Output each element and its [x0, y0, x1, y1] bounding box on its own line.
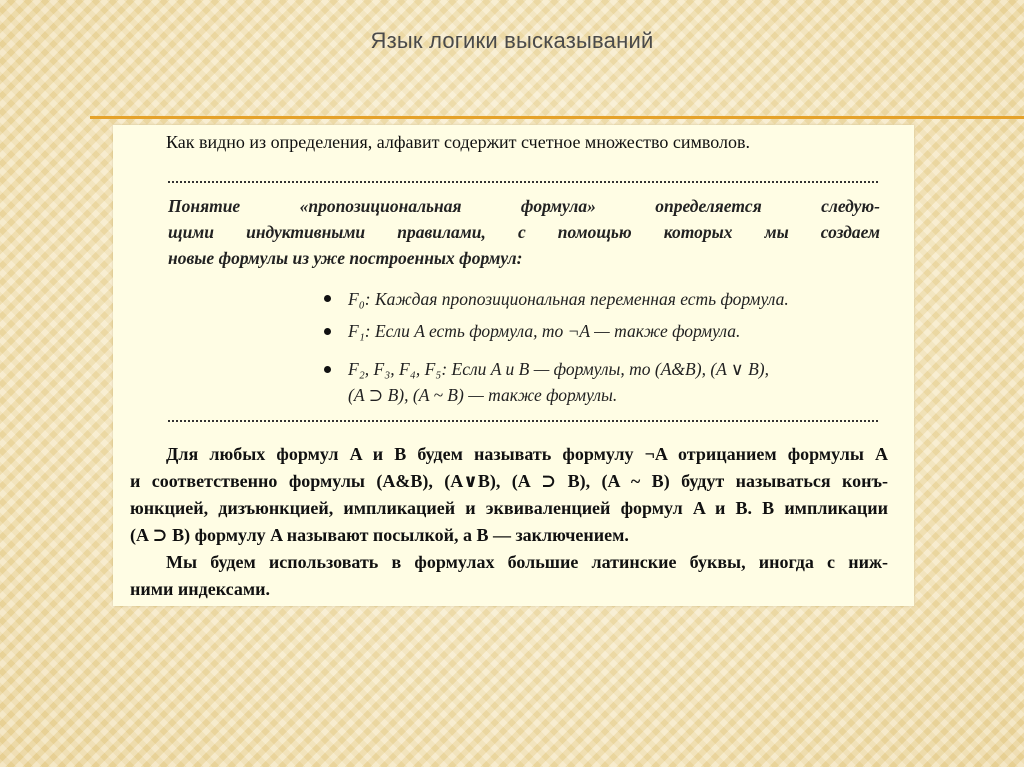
paragraph-line-4: (A ⊃ B) формулу A называют посылкой, а B — заключением.: [130, 525, 629, 545]
bullet-dot-2: [324, 328, 331, 335]
dotted-separator-bottom: [168, 420, 878, 422]
definition-line-3: новые формулы из уже построенных формул:: [168, 248, 523, 268]
dotted-separator-top: [168, 181, 878, 183]
rule-f0: F₀: Каждая пропозициональная переменная есть формула.: [348, 289, 789, 309]
definition-line-2: щими индуктивными правилами, с помощью которых мы создаем: [168, 222, 880, 242]
paragraph-line-1: Для любых формул A и B будем называть формулу ¬A отрицанием формулы A: [166, 444, 888, 464]
bullet-dot-1: [324, 295, 331, 302]
paragraph-line-2: и соответственно формулы (A&B), (A∨B), (A ⊃ B), (A ~ B) будут называться конъ-: [130, 471, 888, 491]
rule-f1: F₁: Если A есть формула, то ¬A — также формула.: [348, 321, 741, 341]
paragraph-line-6: ними индексами.: [130, 579, 270, 599]
slide-title: Язык логики высказываний: [370, 28, 654, 53]
bullet-dot-3: [324, 366, 331, 373]
definition-line-1: Понятие «пропозициональная формула» определяется следую-: [168, 196, 880, 216]
paragraph-line-3: юнкцией, дизъюнкцией, импликацией и эквиваленцией формул A и B. В импликации: [130, 498, 888, 518]
intro-sentence: Как видно из определения, алфавит содержит счетное множество символов.: [166, 132, 751, 152]
paragraph-line-5: Мы будем использовать в формулах большие латинские буквы, иногда с ниж-: [166, 552, 888, 572]
rule-f2-f5-line-1: F₂, F₃, F₄, F₅: Если A и B — формулы, то (A&B), (A ∨ B),: [348, 359, 769, 379]
rule-f2-f5-line-2: (A ⊃ B), (A ~ B) — также формулы.: [348, 385, 618, 405]
title-underline: [90, 116, 1024, 119]
